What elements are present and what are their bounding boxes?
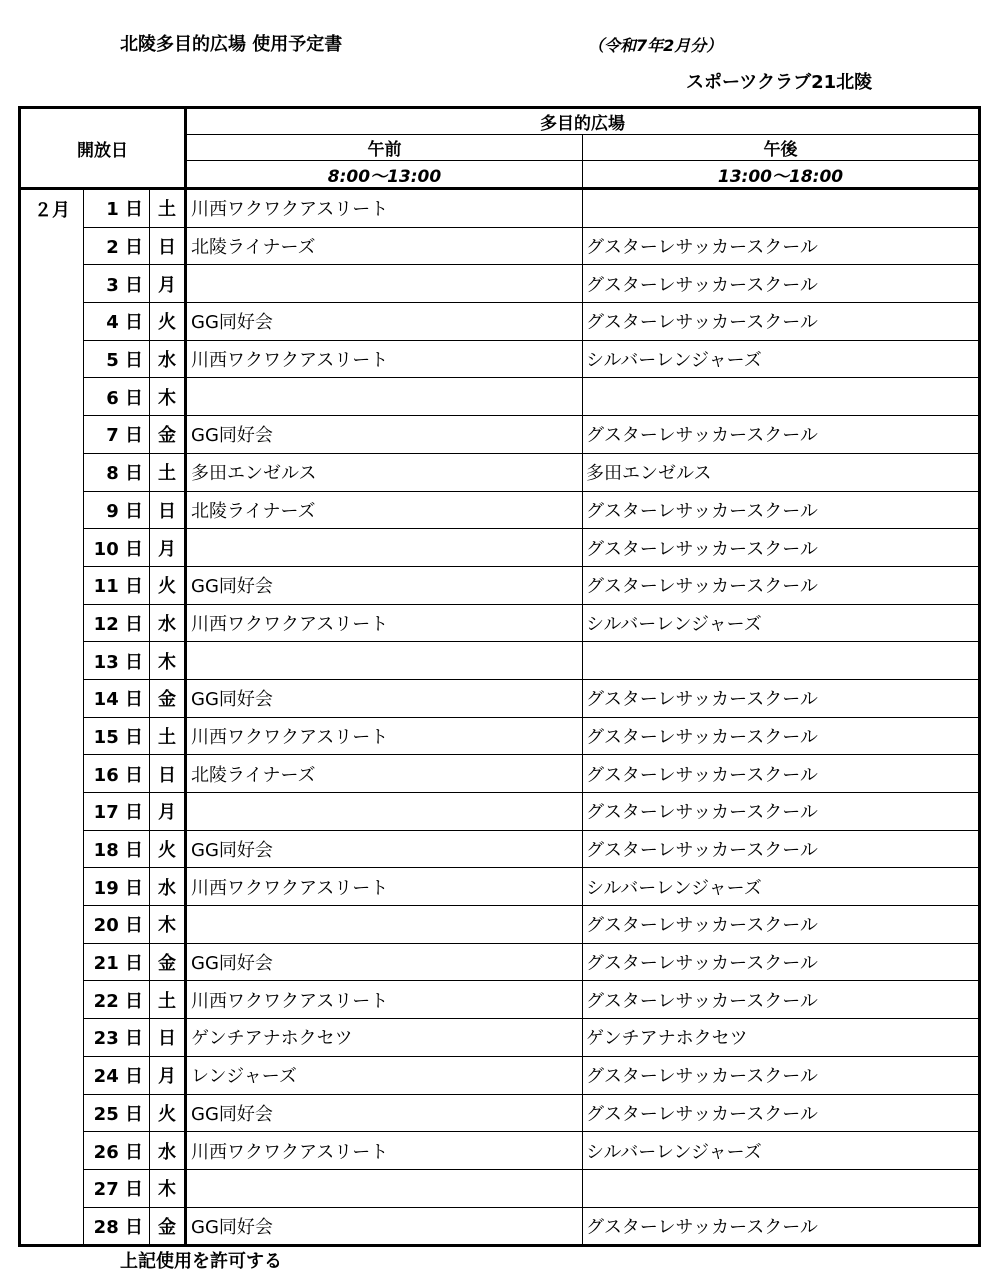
am-user-cell: 川西ワクワクアスリート — [186, 340, 583, 378]
table-row — [20, 1019, 980, 1057]
table-row — [20, 906, 980, 944]
weekday-cell: 土 — [150, 717, 186, 755]
weekday-cell: 金 — [150, 943, 186, 981]
am-user-cell — [186, 378, 583, 416]
day-cell: 27 日 — [84, 1169, 150, 1207]
pm-user-cell: グスターレサッカースクール — [583, 679, 980, 717]
day-cell: 25 日 — [84, 1094, 150, 1132]
pm-user-cell: ゲンチアナホクセツ — [583, 1019, 980, 1057]
weekday-cell: 金 — [150, 1207, 186, 1246]
table-row — [20, 1207, 980, 1246]
weekday-cell: 土 — [150, 453, 186, 491]
table-row — [20, 227, 980, 265]
table-row — [20, 189, 980, 228]
am-user-cell — [186, 906, 583, 944]
am-user-cell — [186, 793, 583, 831]
am-user-cell: 川西ワクワクアスリート — [186, 604, 583, 642]
am-user-cell — [186, 1169, 583, 1207]
weekday-cell: 木 — [150, 378, 186, 416]
day-cell: 21 日 — [84, 943, 150, 981]
pm-user-cell: グスターレサッカースクール — [583, 1207, 980, 1246]
header-time-am: 8:00～13:00 — [186, 161, 583, 189]
pm-user-cell: グスターレサッカースクール — [583, 491, 980, 529]
pm-user-cell: グスターレサッカースクール — [583, 981, 980, 1019]
am-user-cell: 川西ワクワクアスリート — [186, 868, 583, 906]
header-pm: 午後 — [583, 135, 980, 161]
weekday-cell: 土 — [150, 981, 186, 1019]
pm-user-cell: 多田エンゼルス — [583, 453, 980, 491]
weekday-cell: 火 — [150, 566, 186, 604]
pm-user-cell: グスターレサッカースクール — [583, 566, 980, 604]
am-user-cell: GG同好会 — [186, 303, 583, 341]
am-user-cell: 川西ワクワクアスリート — [186, 189, 583, 228]
weekday-cell: 火 — [150, 1094, 186, 1132]
day-cell: 13 日 — [84, 642, 150, 680]
am-user-cell: 北陵ライナーズ — [186, 491, 583, 529]
am-user-cell — [186, 642, 583, 680]
pm-user-cell: グスターレサッカースクール — [583, 793, 980, 831]
weekday-cell: 木 — [150, 906, 186, 944]
table-row — [20, 717, 980, 755]
weekday-cell: 日 — [150, 491, 186, 529]
table-row — [20, 453, 980, 491]
day-cell: 23 日 — [84, 1019, 150, 1057]
pm-user-cell — [583, 189, 980, 228]
pm-user-cell: シルバーレンジャーズ — [583, 1132, 980, 1170]
day-cell: 12 日 — [84, 604, 150, 642]
pm-user-cell: グスターレサッカースクール — [583, 265, 980, 303]
pm-user-cell: グスターレサッカースクール — [583, 1094, 980, 1132]
weekday-cell: 金 — [150, 679, 186, 717]
day-cell: 2 日 — [84, 227, 150, 265]
day-cell: 17 日 — [84, 793, 150, 831]
pm-user-cell — [583, 1169, 980, 1207]
am-user-cell — [186, 265, 583, 303]
table-row — [20, 529, 980, 567]
document-period: （令和7年2月分） — [588, 36, 723, 55]
am-user-cell: 北陵ライナーズ — [186, 755, 583, 793]
header-facility: 多目的広場 — [186, 108, 980, 135]
table-row — [20, 981, 980, 1019]
table-row — [20, 491, 980, 529]
pm-user-cell: シルバーレンジャーズ — [583, 868, 980, 906]
table-row — [20, 265, 980, 303]
table-row — [20, 755, 980, 793]
weekday-cell: 木 — [150, 1169, 186, 1207]
day-cell: 1 日 — [84, 189, 150, 228]
weekday-cell: 水 — [150, 868, 186, 906]
table-row — [20, 566, 980, 604]
day-cell: 14 日 — [84, 679, 150, 717]
pm-user-cell: グスターレサッカースクール — [583, 416, 980, 454]
table-row — [20, 1056, 980, 1094]
organization-name: スポーツクラブ21北陵 — [686, 72, 873, 93]
schedule-table — [18, 106, 981, 1247]
am-user-cell: 多田エンゼルス — [186, 453, 583, 491]
weekday-cell: 日 — [150, 755, 186, 793]
am-user-cell: GG同好会 — [186, 1207, 583, 1246]
day-cell: 20 日 — [84, 906, 150, 944]
approval-text: 上記使用を許可する — [120, 1251, 282, 1272]
day-cell: 24 日 — [84, 1056, 150, 1094]
pm-user-cell: グスターレサッカースクール — [583, 717, 980, 755]
table-row — [20, 679, 980, 717]
weekday-cell: 水 — [150, 340, 186, 378]
am-user-cell: GG同好会 — [186, 943, 583, 981]
pm-user-cell — [583, 642, 980, 680]
weekday-cell: 水 — [150, 604, 186, 642]
weekday-cell: 火 — [150, 830, 186, 868]
table-row — [20, 1132, 980, 1170]
weekday-cell: 月 — [150, 1056, 186, 1094]
day-cell: 3 日 — [84, 265, 150, 303]
am-user-cell: 川西ワクワクアスリート — [186, 981, 583, 1019]
weekday-cell: 火 — [150, 303, 186, 341]
table-row — [20, 1094, 980, 1132]
day-cell: 16 日 — [84, 755, 150, 793]
day-cell: 28 日 — [84, 1207, 150, 1246]
pm-user-cell: グスターレサッカースクール — [583, 303, 980, 341]
weekday-cell: 日 — [150, 1019, 186, 1057]
day-cell: 10 日 — [84, 529, 150, 567]
table-row — [20, 303, 980, 341]
am-user-cell: GG同好会 — [186, 1094, 583, 1132]
weekday-cell: 月 — [150, 793, 186, 831]
day-cell: 4 日 — [84, 303, 150, 341]
am-user-cell: GG同好会 — [186, 566, 583, 604]
pm-user-cell: グスターレサッカースクール — [583, 1056, 980, 1094]
day-cell: 5 日 — [84, 340, 150, 378]
header-open-day: 開放日 — [20, 108, 186, 189]
pm-user-cell: グスターレサッカースクール — [583, 906, 980, 944]
day-cell: 8 日 — [84, 453, 150, 491]
am-user-cell: GG同好会 — [186, 679, 583, 717]
pm-user-cell: グスターレサッカースクール — [583, 227, 980, 265]
am-user-cell: GG同好会 — [186, 830, 583, 868]
am-user-cell: GG同好会 — [186, 416, 583, 454]
weekday-cell: 月 — [150, 529, 186, 567]
day-cell: 22 日 — [84, 981, 150, 1019]
table-row — [20, 943, 980, 981]
day-cell: 11 日 — [84, 566, 150, 604]
day-cell: 26 日 — [84, 1132, 150, 1170]
pm-user-cell — [583, 378, 980, 416]
day-cell: 9 日 — [84, 491, 150, 529]
pm-user-cell: グスターレサッカースクール — [583, 755, 980, 793]
am-user-cell: レンジャーズ — [186, 1056, 583, 1094]
pm-user-cell: グスターレサッカースクール — [583, 943, 980, 981]
table-row — [20, 830, 980, 868]
weekday-cell: 日 — [150, 227, 186, 265]
pm-user-cell: グスターレサッカースクール — [583, 830, 980, 868]
weekday-cell: 木 — [150, 642, 186, 680]
pm-user-cell: シルバーレンジャーズ — [583, 604, 980, 642]
weekday-cell: 月 — [150, 265, 186, 303]
am-user-cell — [186, 529, 583, 567]
weekday-cell: 水 — [150, 1132, 186, 1170]
day-cell: 18 日 — [84, 830, 150, 868]
month-cell: ２月 — [20, 189, 84, 1246]
day-cell: 15 日 — [84, 717, 150, 755]
header-time-pm: 13:00～18:00 — [583, 161, 980, 189]
table-row — [20, 604, 980, 642]
day-cell: 19 日 — [84, 868, 150, 906]
day-cell: 6 日 — [84, 378, 150, 416]
header-am: 午前 — [186, 135, 583, 161]
am-user-cell: 川西ワクワクアスリート — [186, 1132, 583, 1170]
weekday-cell: 土 — [150, 189, 186, 228]
am-user-cell: 北陵ライナーズ — [186, 227, 583, 265]
pm-user-cell: グスターレサッカースクール — [583, 529, 980, 567]
table-row — [20, 340, 980, 378]
document-title: 北陵多目的広場 使用予定書 — [120, 34, 343, 55]
table-row — [20, 416, 980, 454]
am-user-cell: 川西ワクワクアスリート — [186, 717, 583, 755]
weekday-cell: 金 — [150, 416, 186, 454]
table-row — [20, 1169, 980, 1207]
am-user-cell: ゲンチアナホクセツ — [186, 1019, 583, 1057]
table-row — [20, 793, 980, 831]
table-row — [20, 868, 980, 906]
pm-user-cell: シルバーレンジャーズ — [583, 340, 980, 378]
table-row — [20, 378, 980, 416]
day-cell: 7 日 — [84, 416, 150, 454]
table-row — [20, 642, 980, 680]
